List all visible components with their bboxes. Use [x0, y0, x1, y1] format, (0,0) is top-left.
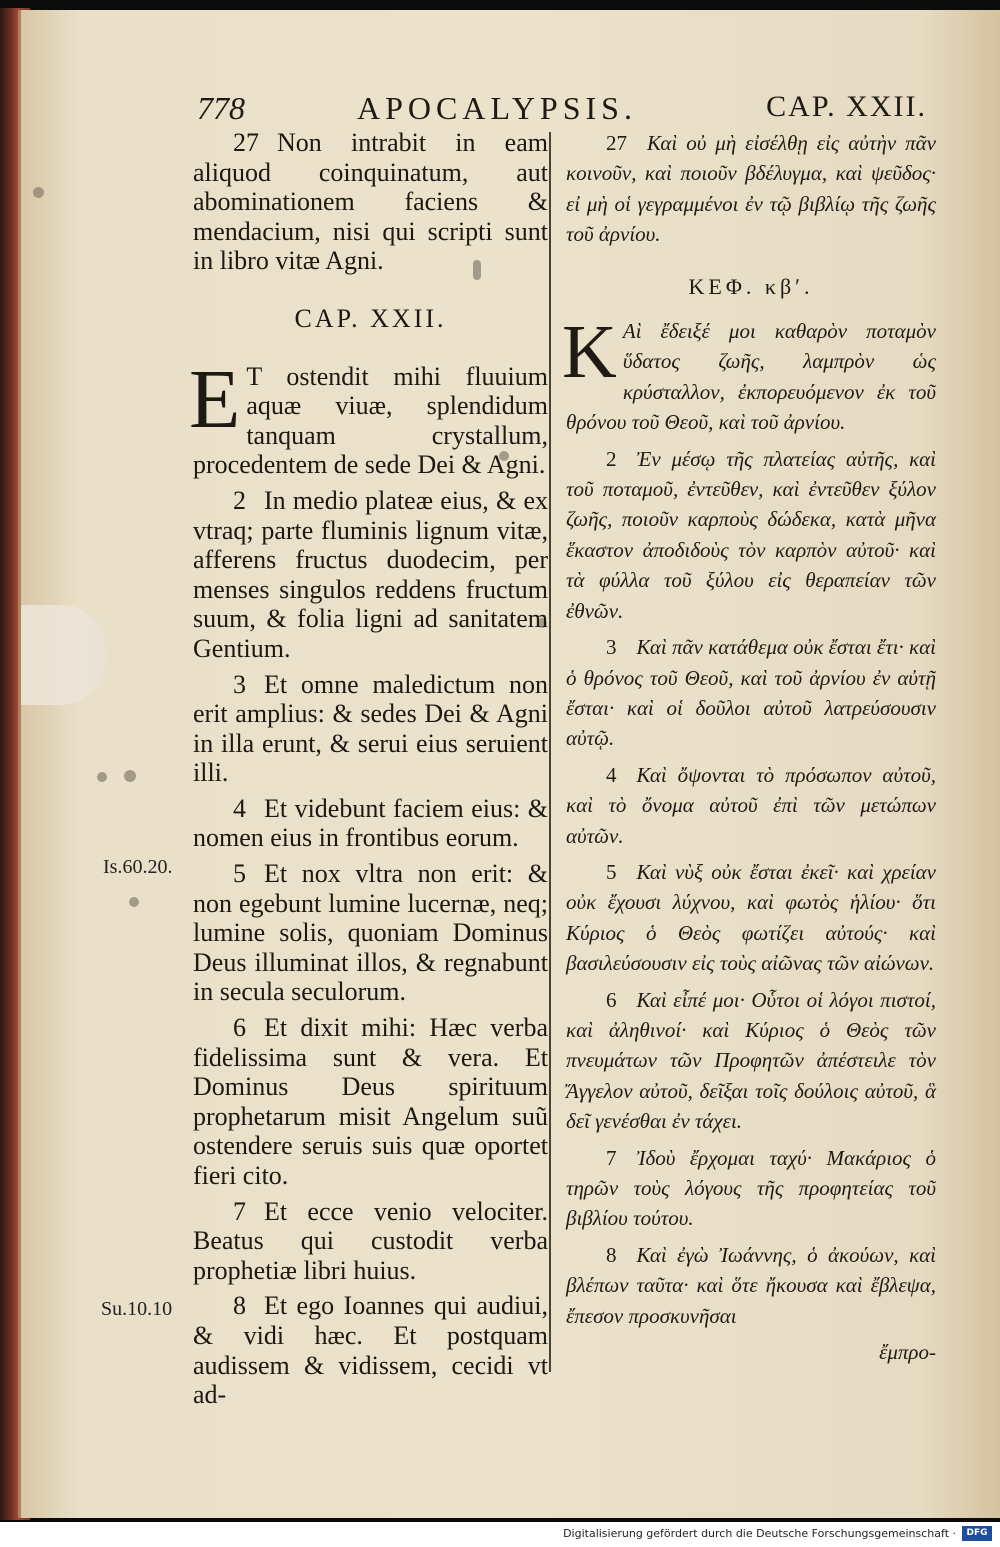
verse-number: 7	[606, 1145, 617, 1170]
greek-verse-27	[566, 128, 936, 250]
greek-verse-2	[566, 444, 936, 626]
latin-column	[189, 128, 548, 1416]
footer-bar	[0, 1522, 1000, 1547]
verse-text: Et ecce venio velociter. Beatus qui custodit verba prophetiæ libri huius.	[193, 1196, 548, 1285]
verse-number: 3	[233, 669, 246, 699]
margin-note: Is.60.20.	[103, 856, 173, 878]
page-number: 778	[197, 90, 245, 126]
verse-number: 6	[233, 1013, 246, 1043]
latin-verse-5	[193, 859, 548, 1007]
ink-spot	[97, 772, 107, 782]
verse-text: In medio plateæ eius, & ex vtraq; parte fluminis lignum vitæ, afferens fructus duodecim, per menses singulos reddens fructum suum, & folia ligni ad sanitatem Gentium.	[193, 485, 548, 663]
latin-verse-2	[193, 486, 548, 664]
verse-number: 8	[233, 1291, 246, 1321]
verse-text: Αὶ ἔδειξέ μοι καθαρὸν ποταμὸν ὕδατος ζωῆς, λαμπρὸν ὡς κρύσταλλον, ἐκπορευόμενον ἐκ τοῦ θρόνου τοῦ Θεοῦ, καὶ τοῦ ἀρνίου.	[566, 319, 936, 435]
verse-number: 4	[233, 793, 246, 823]
funding-credit: Digitalisierung gefördert durch die Deutsche Forschungsgemeinschaft ·	[563, 1527, 956, 1540]
greek-verse-3	[566, 632, 936, 754]
ink-spot	[129, 897, 139, 907]
verse-text: Et dixit mihi: Hæc verba fidelissima sunt & vera. Et Dominus Deus spirituum prophetarum misit Angelum suũ ostendere seruis suis quæ oportet fieri cito.	[193, 1013, 548, 1190]
verse-number: 4	[606, 762, 617, 787]
verse-text: T ostendit mihi fluuium aquæ viuæ, splendidum tanquam crystallum, procedentem de sede Dei & Agni.	[193, 361, 548, 480]
greek-verse-8	[566, 1240, 936, 1331]
greek-verse-1	[562, 310, 936, 438]
page-clip	[21, 605, 106, 705]
verse-text: Καὶ νὺξ οὐκ ἔσται ἐκεῖ· καὶ χρείαν οὐκ ἔχουσι λύχνου, καὶ φωτὸς ἡλίου· ὅτι Κύριος ὁ Θεὸς φωτίζει αὐτούς· καὶ βασιλεύσουσιν εἰς τοὺς αἰῶνας τῶν αἰώνων.	[566, 859, 936, 976]
verse-text: Καὶ οὐ μὴ εἰσέλθῃ εἰς αὐτὴν πᾶν κοινοῦν, καὶ ποιοῦν βδέλυγμα, καὶ ψεῦδος· εἰ μὴ οἱ γεγραμμένοι ἐν τῷ βιβλίῳ τῆς ζωῆς τοῦ ἀρνίου.	[566, 131, 936, 247]
verse-text: Ἐν μέσῳ τῆς πλατείας αὐτῆς, καὶ τοῦ ποταμοῦ, ἐντεῦθεν, καὶ ἐντεῦθεν ξύλον ζωῆς, ποιοῦν καρποὺς δώδεκα, κατὰ μῆνα ἕκαστον ἀποδιδοὺς τὸν καρπὸν αὐτοῦ· καὶ τὰ φύλλα τοῦ ξύλου εἰς θεραπείαν τῶν ἐθνῶν.	[566, 446, 936, 623]
ink-spot	[33, 187, 44, 198]
greek-verse-7	[566, 1143, 936, 1234]
running-header	[197, 90, 927, 130]
greek-verse-6	[566, 985, 936, 1137]
verse-text: Et omne maledictum non erit amplius: & sedes Dei & Agni in illa erunt, & serui eius seruient illi.	[193, 669, 548, 788]
greek-column	[562, 128, 936, 1367]
catchword: ἔμπρο-	[879, 1340, 936, 1365]
verse-number: 3	[606, 635, 617, 660]
verse-number: 6	[606, 987, 617, 1012]
column-divider	[549, 132, 551, 1372]
latin-verse-4	[193, 794, 548, 853]
verse-number: 2	[606, 446, 617, 471]
latin-verse-7	[193, 1197, 548, 1286]
verse-text: Καὶ ὄψονται τὸ πρόσωπον αὐτοῦ, καὶ τὸ ὄνομα αὐτοῦ ἐπὶ τῶν μετώπων αὐτῶν.	[566, 762, 936, 848]
drop-cap: E	[189, 352, 241, 446]
verse-number: 8	[606, 1242, 617, 1267]
verse-number: 27	[233, 128, 259, 157]
latin-verse-3	[193, 670, 548, 788]
latin-verse-6	[193, 1013, 548, 1191]
dfg-logo: DFG	[962, 1526, 992, 1541]
verse-number: 2	[233, 485, 246, 515]
greek-verse-5	[566, 857, 936, 979]
latin-chapter-heading: CAP. XXII.	[294, 303, 447, 333]
verse-text: Et videbunt faciem eius: & nomen eius in frontibus eorum.	[193, 793, 548, 853]
drop-cap: Κ	[562, 310, 617, 395]
verse-text: Et ego Ioannes qui audiui, & vidi hæc. Et postquam audissem & vidissem, cecidi vt ad-	[193, 1291, 548, 1410]
verse-number: 7	[233, 1196, 246, 1226]
running-chapter: CAP. XXII.	[766, 90, 927, 123]
verse-text: Ἰδοὺ ἔρχομαι ταχύ· Μακάριος ὁ τηρῶν τοὺς λόγους τῆς προφητείας τοῦ βιβλίου τούτου.	[566, 1145, 936, 1231]
ink-spot	[124, 770, 136, 782]
latin-verse-1	[189, 352, 548, 480]
verse-number: 5	[606, 859, 617, 884]
running-title: APOCALYPSIS.	[357, 90, 637, 126]
verse-text: Καὶ πᾶν κατάθεμα οὐκ ἔσται ἔτι· καὶ ὁ θρόνος τοῦ Θεοῦ, καὶ τοῦ ἀρνίου ἐν αὐτῇ ἔσται· καὶ οἱ δοῦλοι αὐτοῦ λατρεύσουσιν αὐτῷ.	[566, 635, 936, 751]
greek-chapter-heading: ΚΕΦ. κβʹ.	[688, 273, 814, 299]
margin-note: Su.10.10	[101, 1298, 173, 1320]
book-page	[18, 10, 1000, 1518]
latin-verse-8	[193, 1291, 548, 1409]
verse-text: Et nox vltra non erit: & non egebunt lumine lucernæ, neq; lumine solis, quoniam Dominus Deus illuminat illos, & regnabunt in secula seculorum.	[193, 859, 548, 1007]
verse-text: Καὶ εἶπέ μοι· Οὗτοι οἱ λόγοι πιστοί, καὶ ἀληθινοί· καὶ Κύριος ὁ Θεὸς τῶν πνευμάτων τῶν Προφητῶν ἀπέστειλε τὸν Ἄγγελον αὐτοῦ, δεῖξαι τοῖς δούλοις αὐτοῦ, ἃ δεῖ γενέσθαι ἐν τάχει.	[566, 987, 936, 1134]
verse-text: Καὶ ἐγὼ Ἰωάννης, ὁ ἀκούων, καὶ βλέπων ταῦτα· καὶ ὅτε ἤκουσα καὶ ἔβλεψα, ἔπεσον προσκυνῆσαι	[566, 1242, 936, 1328]
verse-number: 5	[233, 859, 246, 889]
greek-verse-4	[566, 760, 936, 851]
latin-verse-27	[193, 128, 548, 276]
verse-number: 27	[606, 131, 627, 155]
verse-text: Non intrabit in eam aliquod coinquinatum, aut abominationem faciens & mendacium, nisi qui scripti sunt in libro vitæ Agni.	[193, 128, 548, 276]
